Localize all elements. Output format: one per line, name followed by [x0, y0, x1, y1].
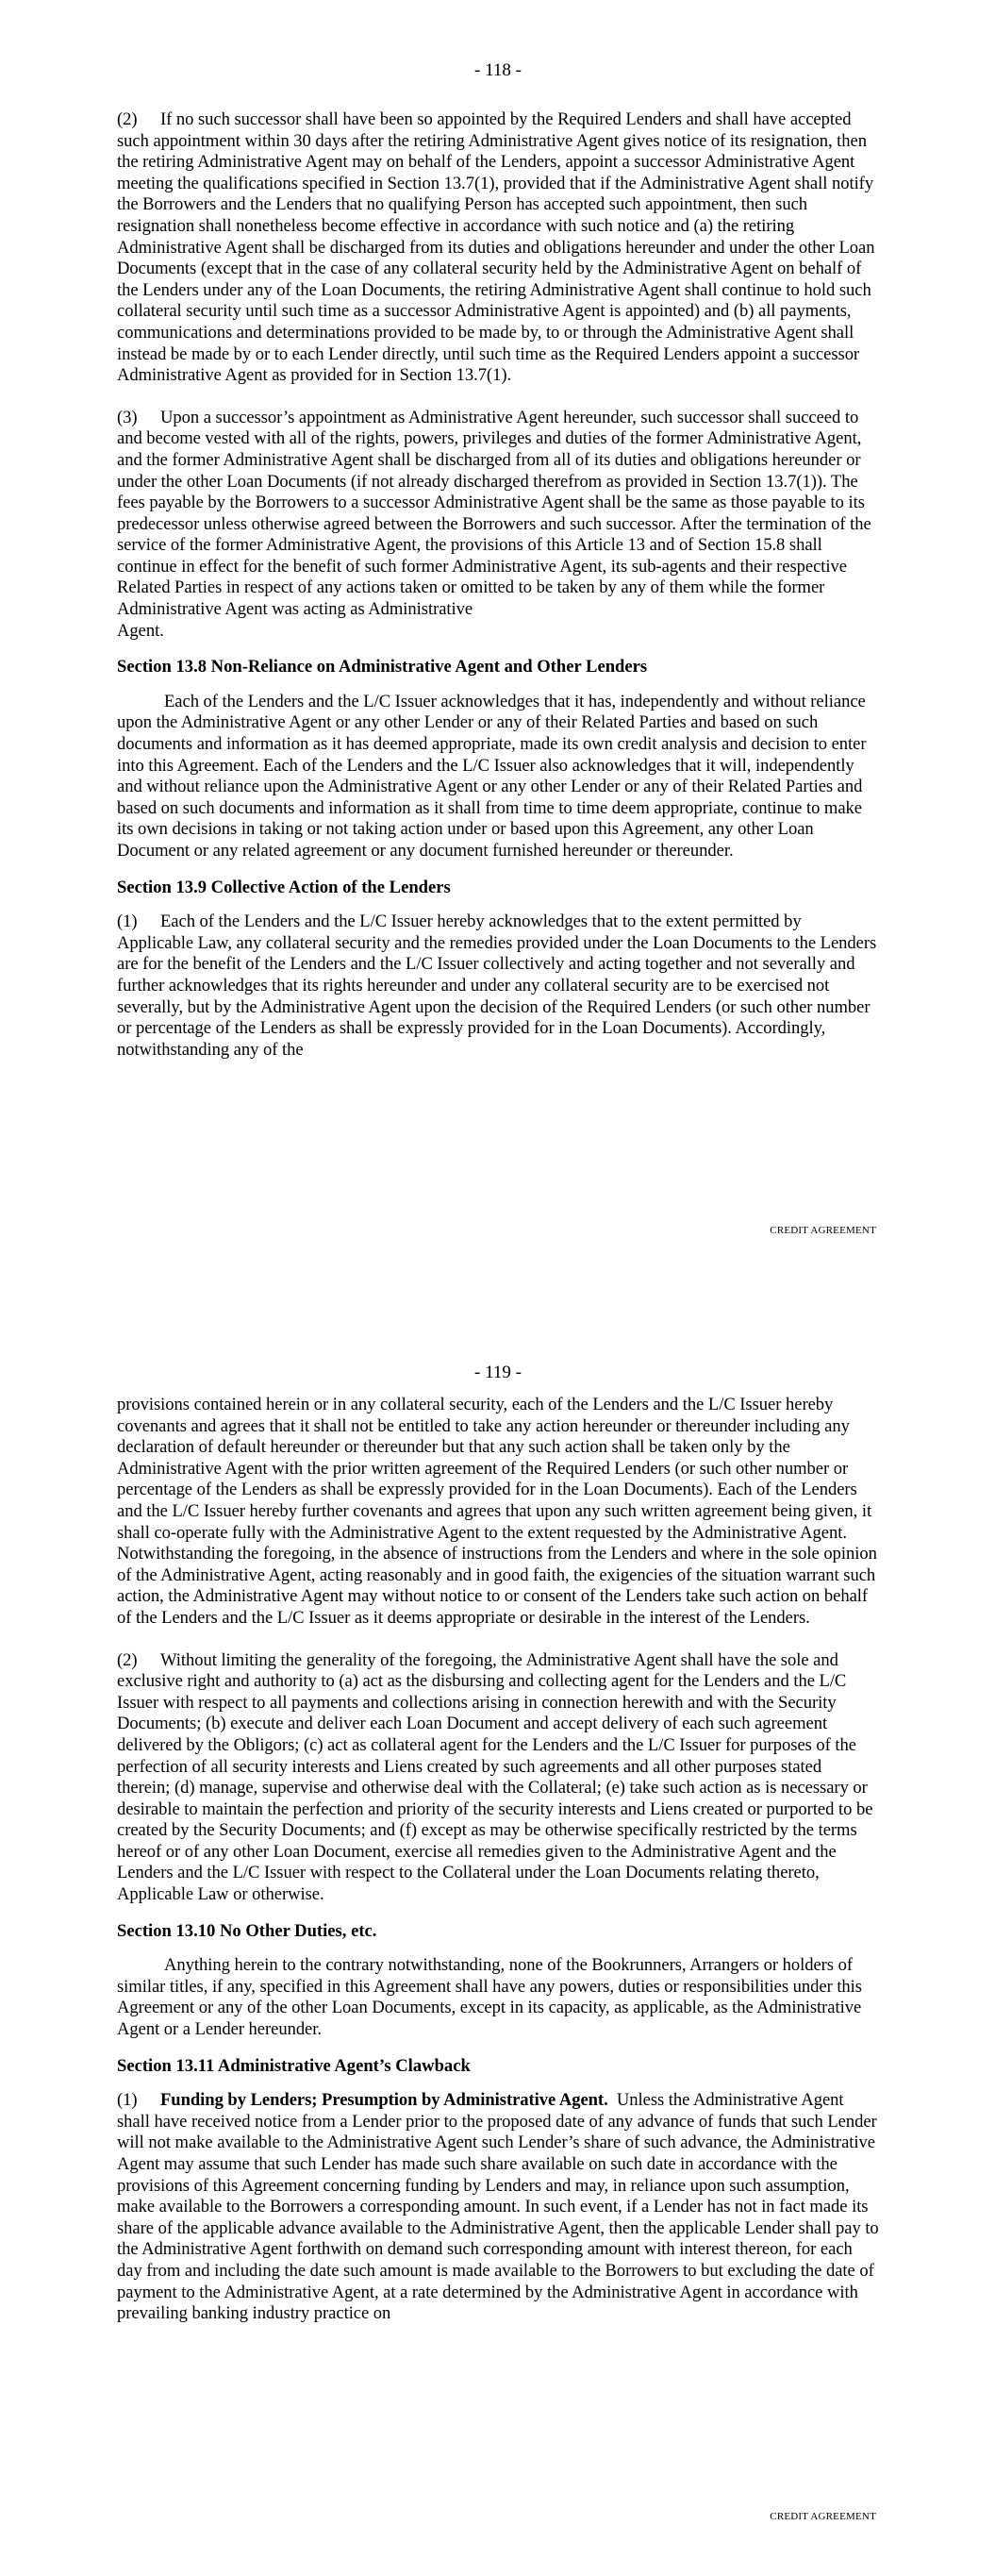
paragraph-number: (2) [117, 109, 138, 129]
section-heading-13-8: Section 13.8 Non-Reliance on Administrative Agent and Other Lenders [117, 657, 648, 677]
paragraph-13-7-2 [117, 109, 879, 387]
section-heading-13-10: Section 13.10 No Other Duties, etc. [117, 1920, 377, 1941]
paragraph-13-7-3-tail: Agent. [117, 620, 164, 641]
page-footer: CREDIT AGREEMENT [770, 2511, 876, 2522]
section-heading-13-9: Section 13.9 Collective Action of the Lenders [117, 877, 451, 897]
paragraph-13-7-3 [117, 408, 879, 621]
paragraph-text: Unless the Administrative Agent shall have received notice from a Lender prior to the proposed date of any advance of funds that such Lender will not make available to the Administrative Agent such Lender’s share of such advance, the Administrative Agent may assume that such Lender has made such share available on such date in accordance with the provisions of this Agreement concerning funding by Lenders and may, in reliance upon such assumption, make available to the Borrowers a corresponding amount. In such event, if a Lender has not in fact made its share of the applicable advance available to the Administrative Agent, then the applicable Lender shall pay to the Administrative Agent forthwith on demand such corresponding amount with interest thereon, for each day from and including the date such amount is made available to the Borrowers to but excluding the date of payment to the Administrative Agent, at a rate determined by the Administrative Agent in accordance with prevailing banking industry practice on [117, 2090, 879, 2324]
paragraph-13-11-1 [117, 2090, 879, 2325]
paragraph-13-8: Each of the Lenders and the L/C Issuer acknowledges that it has, independently and without reliance upon the Administrative Agent or any other Lender or any of their Related Parties and based on such documents and information as it has deemed appropriate, made its own credit analysis and decision to enter into this Agreement. Each of the Lenders and the L/C Issuer also acknowledges that it will, independently and without reliance upon the Administrative Agent or any other Lender or any of their Related Parties and based on such documents and information as it shall from time to time deem appropriate, continue to make its own decisions in taking or not taking action under or based upon this Agreement, any other Loan Document or any related agreement or any document furnished hereunder or thereunder. [117, 691, 867, 861]
page-number: - 119 - [474, 1363, 522, 1382]
paragraph-number: (1) [117, 2090, 138, 2111]
page-119 [0, 1288, 995, 2576]
paragraph-text: Each of the Lenders and the L/C Issuer hereby acknowledges that to the extent permitted by Applicable Law, any collateral security and the remedies provided under the Loan Documents to the Lenders are for the benefit of the Lenders and the L/C Issuer collectively and acting together and not severally and further acknowledges that its rights hereunder and under any collateral security are to be exercised not severally, but by the Administrative Agent upon the decision of the Required Lenders (or such other number or percentage of the Lenders as shall be expressly provided for in the Loan Documents). Accordingly, notwithstanding any of the [117, 912, 877, 1060]
page-footer: CREDIT AGREEMENT [770, 1225, 876, 1236]
paragraph-13-9-1 [117, 912, 879, 1061]
paragraph-text: If no such successor shall have been so appointed by the Required Lenders and shall have accepted such appointment within 30 days after the retiring Administrative Agent gives notice of its resignation, then the retiring Administrative Agent may on behalf of the Lenders, appoint a successor Administrative Agent meeting the qualifications specified in Section 13.7(1), provided that if the Administrative Agent shall notify the Borrowers and the Lenders that no qualifying Person has accepted such appointment, then such resignation shall nonetheless become effective in accordance with such notice and (a) the retiring Administrative Agent shall be discharged from its duties and obligations hereunder and under the other Loan Documents (except that in the case of any collateral security held by the Administrative Agent on behalf of the Lenders under any of the Loan Documents, the retiring Administrative Agent shall continue to hold such collateral security until such time as a successor Administrative Agent is appointed) and (b) all payments, communications and determinations provided to be made by, to or through the Administrative Agent shall instead be made by or to each Lender directly, until such time as the Required Lenders appoint a successor Administrative Agent as provided for in Section 13.7(1). [117, 109, 875, 386]
paragraph-13-9-2 [117, 1650, 879, 1906]
paragraph-number: (3) [117, 407, 138, 427]
section-heading-13-11: Section 13.11 Administrative Agent’s Clawback [117, 2055, 471, 2076]
paragraph-number: (2) [117, 1649, 138, 1670]
paragraph-text: Without limiting the generality of the foregoing, the Administrative Agent shall have the sole and exclusive right and authority to (a) act as the disbursing and collecting agent for the Lenders and the L/C Issuer with respect to all payments and collections arising in connection herewith and with the Security Documents; (b) execute and deliver each Loan Document and accept delivery of each such agreement delivered by the Obligors; (c) act as collateral agent for the Lenders and the L/C Issuer for purposes of the perfection of all security interests and Liens created by such agreements and all other purposes stated therein; (d) manage, supervise and otherwise deal with the Collateral; (e) take such action as is necessary or desirable to maintain the perfection and priority of the security interests and Liens created or purported to be created by the Security Documents; and (f) except as may be otherwise specifically restricted by the terms hereof or of any other Loan Document, exercise all remedies given to the Administrative Agent and the Lenders and the L/C Issuer with respect to the Collateral under the Loan Documents relating thereto, Applicable Law or otherwise. [117, 1649, 873, 1905]
paragraph-13-10: Anything herein to the contrary notwithstanding, none of the Bookrunners, Arrangers or holders of similar titles, if any, specified in this Agreement shall have any powers, duties or responsibilities under this Agreement or any of the other Loan Documents, except in its capacity, as applicable, as the Administrative Agent or a Lender hereunder. [117, 1955, 862, 2040]
page-number: - 118 - [474, 60, 522, 80]
paragraph-lead-in: Funding by Lenders; Presumption by Administrative Agent. [160, 2090, 608, 2111]
paragraph-13-9-1-continued: provisions contained herein or in any collateral security, each of the Lenders and the L/C Issuer hereby covenants and agrees that it shall not be entitled to take any action hereunder or thereunder including any declaration of default hereunder or thereunder but that any such action shall be taken only by the Administrative Agent with the prior written agreement of the Required Lenders (or such other number or percentage of the Lenders as shall be expressly provided for in the Loan Documents). Each of the Lenders and the L/C Issuer hereby further covenants and agrees that upon any such written agreement being given, it shall co-operate fully with the Administrative Agent to the extent requested by the Administrative Agent. Notwithstanding the foregoing, in the absence of instructions from the Lenders and where in the sole opinion of the Administrative Agent, acting reasonably and in good faith, the exigencies of the situation warrant such action, the Administrative Agent may without notice to or consent of the Lenders take such action on behalf of the Lenders and the L/C Issuer as it deems appropriate or desirable in the interest of the Lenders. [117, 1395, 877, 1628]
paragraph-number: (1) [117, 912, 138, 932]
paragraph-text: Upon a successor’s appointment as Administrative Agent hereunder, such successor shall succeed to and become vested with all of the rights, powers, privileges and duties of the former Administrative Agent, and the former Administrative Agent shall be discharged from all of its duties and obligations hereunder or under the other Loan Documents (if not already discharged therefrom as provided in Section 13.7(1)). The fees payable by the Borrowers to a successor Administrative Agent shall be the same as those payable to its predecessor unless otherwise agreed between the Borrowers and such successor. After the termination of the service of the former Administrative Agent, the provisions of this Article 13 and of Section 15.8 shall continue in effect for the benefit of such former Administrative Agent, its sub-agents and their respective Related Parties in respect of any actions taken or omitted to be taken by any of them while the former Administrative Agent was acting as Administrative [117, 407, 871, 620]
